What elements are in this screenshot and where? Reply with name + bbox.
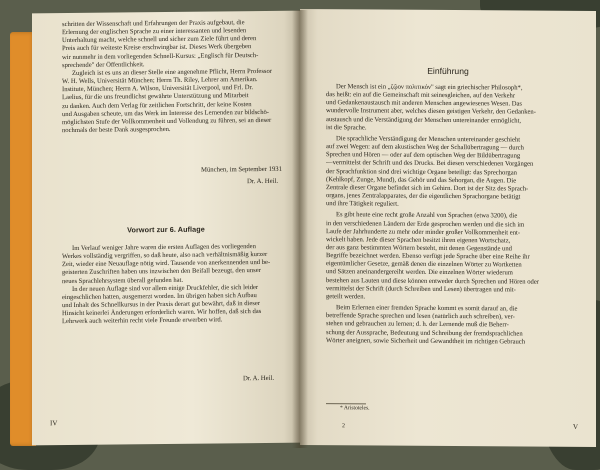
sixth-edition-text (62, 243, 288, 327)
introduction-text (326, 83, 578, 347)
dateline: München, im September 1931 (201, 165, 282, 174)
introduction-paragraph (326, 211, 578, 302)
text-line: zu danken. Auch dem Verlag für zeitlichen Fortschritt, der keine Kosten (62, 100, 252, 110)
section-title: Vorwort zur 6. Auflage (127, 224, 205, 235)
text-line: Hinsicht keinerlei Änderungen erforderlich waren. Wir hoffen, daß sich das (62, 308, 262, 318)
preface-paragraph-1 (62, 19, 288, 70)
text-line: Der Mensch ist ein „ζῷον πολιτικόν" sagt ein griechischer Philosoph*, (336, 83, 523, 92)
text-line: Wörter aneignen, sowie Sicherheit und Gewandtheit im richtigen Gebrauch (326, 336, 526, 346)
text-line: Institute, München; Herrn A. Wilson, Universität Liverpool, und Frl. Dr. (62, 84, 253, 94)
introduction-paragraph (326, 135, 578, 210)
text-line: —vermittelst der Schrift und des Drucks. Bei diesen verschiedenen Vorgängen (326, 159, 534, 169)
text-line: sprechende" der Öffentlichkeit. (62, 61, 145, 69)
text-line: W. H. Wells, Universität München; Herrn Th. Riley, Lehrer am Amerikan. (62, 76, 258, 86)
sixth-edition-paragraphs (62, 243, 288, 327)
text-line: Im Verlauf weniger Jahre waren die ersten Auflagen des vorliegenden (72, 243, 256, 252)
text-line: das heißt: ein auf die Gemeinschaft mit seinesgleichen, auf den Verkehr (326, 91, 516, 100)
text-line: In der neuen Auflage sind vor allem einige Druckfehler, die sich leider (72, 283, 259, 293)
text-line: wickelt haben. Jede dieser Sprachen besitzt ihren eigenen Wortschatz, (326, 235, 511, 245)
book-gutter (292, 10, 308, 448)
page-number-right: V (572, 422, 578, 431)
text-line: der aus ganz bestimmten Wörtern besteht, mit denen Gegenstände und (326, 244, 512, 253)
text-line: eigentümlicher Gesetze, gemäß denen die einzelnen Wörter zu Wortketten (326, 260, 522, 269)
left-page (32, 11, 300, 446)
text-line: und Ausgaben scheute, um das Werk im Interesse des Lernenden zur bildschö- (62, 108, 269, 118)
text-line: nochmals der beste Dank ausgesprochen. (62, 125, 171, 135)
right-page (300, 9, 596, 447)
text-line: betreffende Sprache sprechen und lesen (natürlich auch schreiben), ver- (326, 312, 515, 321)
text-line: schung der Aussprache, Bedeutung und Schreibung der fremdsprachlichen (326, 328, 523, 338)
text-line: Sprechen und Hören — oder auf dem optischen Weg der Bildübertragung (326, 151, 521, 160)
text-line: schritten der Wissenschaft und Erfahrungen der Praxis aufgebaut, die (62, 19, 245, 29)
text-line: Laelius, für die uns freundlichst gewährte Unterstützung und Mitarbeit (62, 92, 249, 102)
text-line: wir nunmehr in dem vorliegenden Schnell-Kursus: „Englisch für Deutsch- (62, 51, 259, 61)
signature-mark: 2 (342, 423, 345, 430)
text-line: geisterten Zuschriften haben uns inzwischen den Beifall bezeugt, den unser (62, 267, 261, 277)
text-line: und Gedankenaustausch mit anderen Menschen angewiesenes Wesen. Das (326, 99, 522, 108)
preface-text (62, 19, 288, 136)
text-line: (Kehlkopf, Zunge, Mund), das Gehör und das Sehorgan, die Augen. Die (326, 175, 517, 185)
text-line: geteilt werden. (326, 293, 366, 301)
page-number-left: IV (50, 419, 58, 428)
text-line: stehen und gebrauchen zu lernen; d. h. der Lernende muß die Beherr- (326, 320, 509, 329)
text-line: austausch und die Verständigung der Menschen untereinander ermöglicht, (326, 115, 522, 125)
text-line: Preis auch für weiteste Kreise erschwingbar ist. Dieses Werk übergeben (62, 43, 252, 53)
signature-1: Dr. A. Heil. (246, 177, 278, 186)
footnote-rule (326, 403, 366, 404)
text-line: und Sätzen aneinandergereiht werden. Die einzelnen Wörter wiederum (326, 268, 513, 277)
text-line: Beim Erlernen einer fremden Sprache kommt es somit darauf an, die (336, 304, 518, 313)
footnote: * Aristoteles. (340, 405, 370, 412)
preface-paragraph-2 (62, 68, 288, 136)
text-line: Zugleich ist es uns an dieser Stelle eine angenehme Pflicht, Herrn Professor (72, 67, 272, 77)
text-line: bestehen aus Lauten und diese können entweder durch Sprechen und Hören oder (326, 276, 539, 286)
introduction-paragraph (326, 83, 578, 134)
text-line: organs, jenes Zentralapparates, der die eigentlichen Sprachorgane betätigt (326, 192, 521, 201)
signature-2: Dr. A. Heil. (242, 374, 274, 383)
text-line: neues Sprachlehrsystem überall gefunden hat. (62, 276, 184, 285)
text-line: möglichsten Stufe der Vollkommenheit und Vollendung zu führen, sei an dieser (62, 116, 272, 126)
text-line: Begriffe bezeichnet werden. Ebenso verfügt jede Sprache über eine Reihe ihr (326, 252, 530, 261)
text-line: wundervolle Instrument aber, welches diesen geistigen Verkehr, den Gedanken- (326, 107, 536, 117)
text-line: Laufe der Jahrhunderte zu mehr oder minder großer Vollkommenheit ent- (326, 227, 521, 237)
introduction-paragraph (326, 304, 578, 347)
text-line: Die sprachliche Verständigung der Menschen untereinander geschieht (336, 135, 521, 144)
text-line: in den verschiedenen Ländern der Erde gesprochen werden und die sich im (326, 219, 525, 229)
text-line: Zeit, wieder eine Neuauflage nötig wird. Tausende von anerkennenden und be- (62, 259, 271, 269)
open-booklet (10, 10, 596, 448)
text-line: eingeschlichen hatten, ausgemerzt worden. Im übrigen haben sich Aufbau (62, 291, 257, 302)
text-line: Unterhaltung macht, welche schnell und sicher zum Ziele führt und deren (62, 35, 257, 45)
text-line: ist die Sprache. (326, 123, 367, 132)
chapter-heading: Einführung (427, 65, 469, 77)
text-line: Werkes vollständig vergriffen, so daß heute, also nach verhältnismäßig kurzer (62, 251, 268, 261)
text-line: vermittelst der Schrift (durch Schreiben und Lesen) übertragen und mit- (326, 284, 516, 294)
text-line: Lehrwerk auch weiterhin recht viele Freunde erwerben wird. (62, 316, 223, 326)
text-line: Erlernung der englischen Sprache zu einer interessanten und lesenden (62, 27, 247, 37)
text-line: der Sprachfunktion sind drei wichtige Organe beteiligt: das Sprechorgan (326, 167, 517, 177)
text-line: und ihre Tätigkeit reguliert. (326, 200, 399, 208)
text-line: auf zwei Wegen: auf dem akustischen Weg der Schallübertragung — durch (326, 143, 524, 152)
text-line: und Inhalt des Schnellkursus in der Praxis derart gut bewährt, daß in dieser (62, 300, 260, 310)
text-line: Es gibt heute eine recht große Anzahl von Sprachen (etwa 3200), die (336, 211, 518, 220)
text-line: Zentrale dieser Organe befindet sich im Gehirn. Dort ist der Sitz des Sprach- (326, 184, 529, 193)
